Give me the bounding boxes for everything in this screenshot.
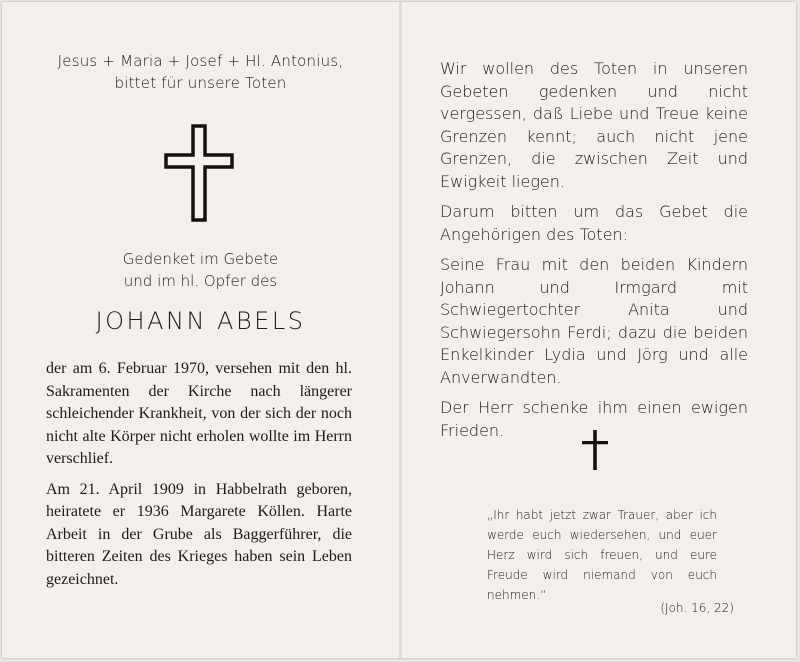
invocation-text [22, 50, 379, 94]
small-cross-icon [580, 429, 610, 471]
left-panel [2, 2, 399, 658]
cross-icon [164, 124, 234, 222]
prayer-paragraph: Darum bitten um das Gebet die Angehörigen des Toten: [440, 202, 748, 244]
bio-paragraph: Am 21. April 1909 in Habbelrath geboren, heiratete er 1936 Margarete Köllen. Harte Arbeit in der Grube als Baggerführer, die bitteren Zeiten des Krieges haben sein Leben gezeichnet. [46, 480, 352, 588]
remember-line: Gedenket im Gebete [122, 250, 279, 268]
prayer-paragraph: Wir wollen des Toten in unseren Gebeten gedenken und nicht vergessen, daß Liebe und Treue keine Grenzen kennt; auch nicht jene Grenzen, die zwischen Zeit und Ewigkeit liegen. [440, 59, 748, 191]
remember-text [22, 248, 379, 292]
prayer-text [440, 58, 748, 450]
bio-paragraph: der am 6. Februar 1970, versehen mit den hl. Sakramenten der Kirche nach längerer schleichender Krankheit, von der sich der noch nicht alte Körper nicht erholen wollte im Herrn verschlief. [46, 360, 352, 467]
deceased-name: JOHANN ABELS [95, 307, 306, 335]
family-paragraph: Seine Frau mit den beiden Kindern Johann und Irmgard mit Schwiegertochter Anita und Schwiegersohn Ferdi; dazu die beiden Enkelkinder Lydia und Jörg und alle Anverwandten. [440, 255, 748, 387]
biography [46, 358, 352, 599]
invocation-line: bittet für unsere Toten [114, 74, 287, 92]
bible-quote: „Ihr habt jetzt zwar Trauer, aber ich werde euch wiedersehen, und euer Herz wird sich freuen, und eure Freude wird niemand von euch nehmen.“ [487, 508, 717, 602]
remember-line: und im hl. Opfer des [123, 272, 278, 290]
right-panel [402, 2, 796, 658]
quote-citation: (Joh. 16, 22) [660, 601, 734, 615]
blessing-paragraph: Der Herr schenke ihm einen ewigen Frieden. [440, 398, 748, 440]
invocation-line: Jesus + Maria + Josef + Hl. Antonius, [57, 52, 344, 70]
memorial-card [2, 2, 796, 658]
